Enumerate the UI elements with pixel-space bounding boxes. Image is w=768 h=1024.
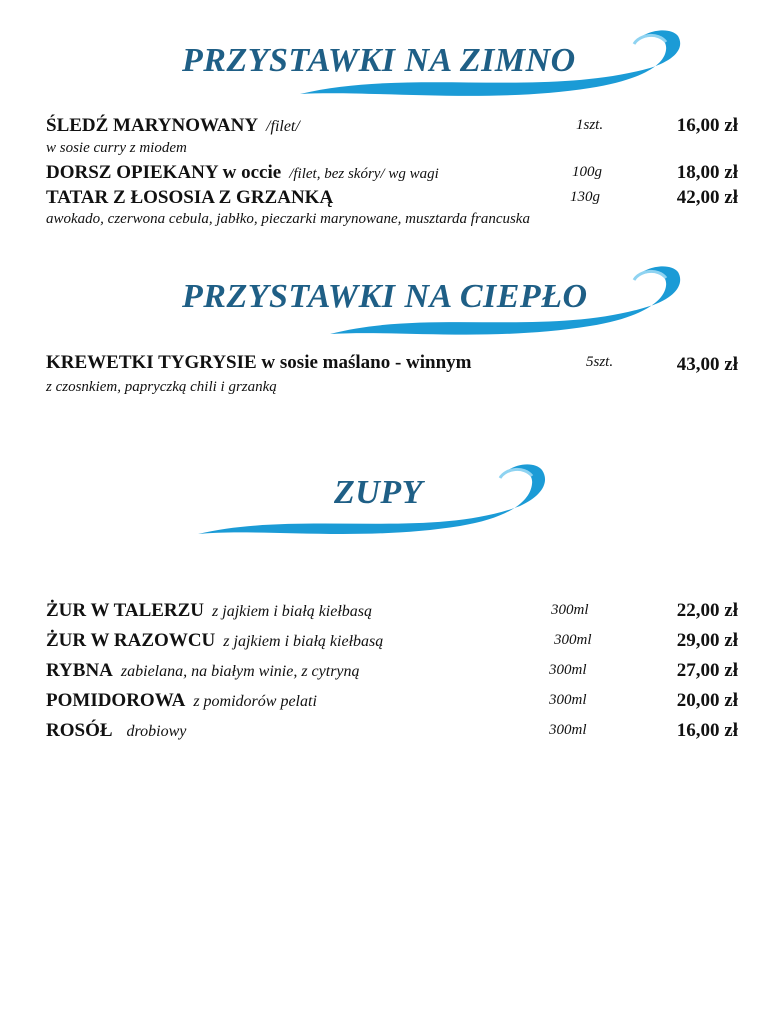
item-inline-desc: /filet, bez skóry/ wg wagi [289,166,439,182]
item-price: 29,00 zł [676,630,738,651]
section-header-soups [0,460,768,560]
item-qty: 1szt. [576,117,604,133]
item-qty: 300ml [549,722,587,738]
item-qty: 300ml [554,632,592,648]
item-inline-desc: /filet/ [266,118,300,135]
item-name: KREWETKI TYGRYSIE w sosie maślano - winnym [46,352,472,373]
item-inline-desc: z pomidorów pelati [193,693,317,710]
item-price: 43,00 zł [676,354,738,375]
item-qty: 100g [572,164,602,180]
item-name: POMIDOROWA [46,690,186,711]
menu-item [46,352,738,376]
item-name: TATAR Z ŁOSOSIA Z GRZANKĄ [46,187,334,208]
item-price: 22,00 zł [676,600,738,621]
item-description: z czosnkiem, papryczką chili i grzanką [46,379,277,395]
menu-item [46,600,738,624]
menu-item [46,115,738,139]
item-price: 20,00 zł [676,690,738,711]
item-name: DORSZ OPIEKANY w occie [46,162,282,183]
item-qty: 300ml [549,692,587,708]
section-header-cold [0,28,768,128]
item-name: RYBNA [46,660,113,681]
item-price: 16,00 zł [676,720,738,741]
item-qty: 300ml [549,662,587,678]
item-price: 42,00 zł [676,187,738,208]
item-inline-desc: zabielana, na białym winie, z cytryną [120,663,360,680]
menu-item [46,630,738,654]
section-title: PRZYSTAWKI NA ZIMNO [182,42,576,79]
item-description: w sosie curry z miodem [46,140,187,156]
item-name: ŚLEDŹ MARYNOWANY [46,115,259,136]
item-inline-desc: z jajkiem i białą kiełbasą [223,633,384,650]
item-name: ROSÓŁ [46,720,113,741]
item-price: 27,00 zł [676,660,738,681]
menu-item [46,187,738,211]
menu-item [46,162,738,186]
item-price: 18,00 zł [676,162,738,183]
item-description: awokado, czerwona cebula, jabłko, pieczarki marynowane, musztarda francuska [46,211,530,227]
section-title: PRZYSTAWKI NA CIEPŁO [182,278,588,315]
item-inline-desc: drobiowy [126,723,187,740]
item-qty: 5szt. [586,354,614,370]
item-qty: 130g [570,189,600,205]
menu-item [46,660,738,684]
item-name: ŻUR W RAZOWCU [46,630,216,651]
item-price: 16,00 zł [676,115,738,136]
item-inline-desc: z jajkiem i białą kiełbasą [212,603,373,620]
section-title: ZUPY [334,474,423,511]
menu-item [46,690,738,714]
menu-item [46,720,738,744]
item-name: ŻUR W TALERZU [46,600,205,621]
item-qty: 300ml [551,602,589,618]
section-header-hot [0,262,768,362]
